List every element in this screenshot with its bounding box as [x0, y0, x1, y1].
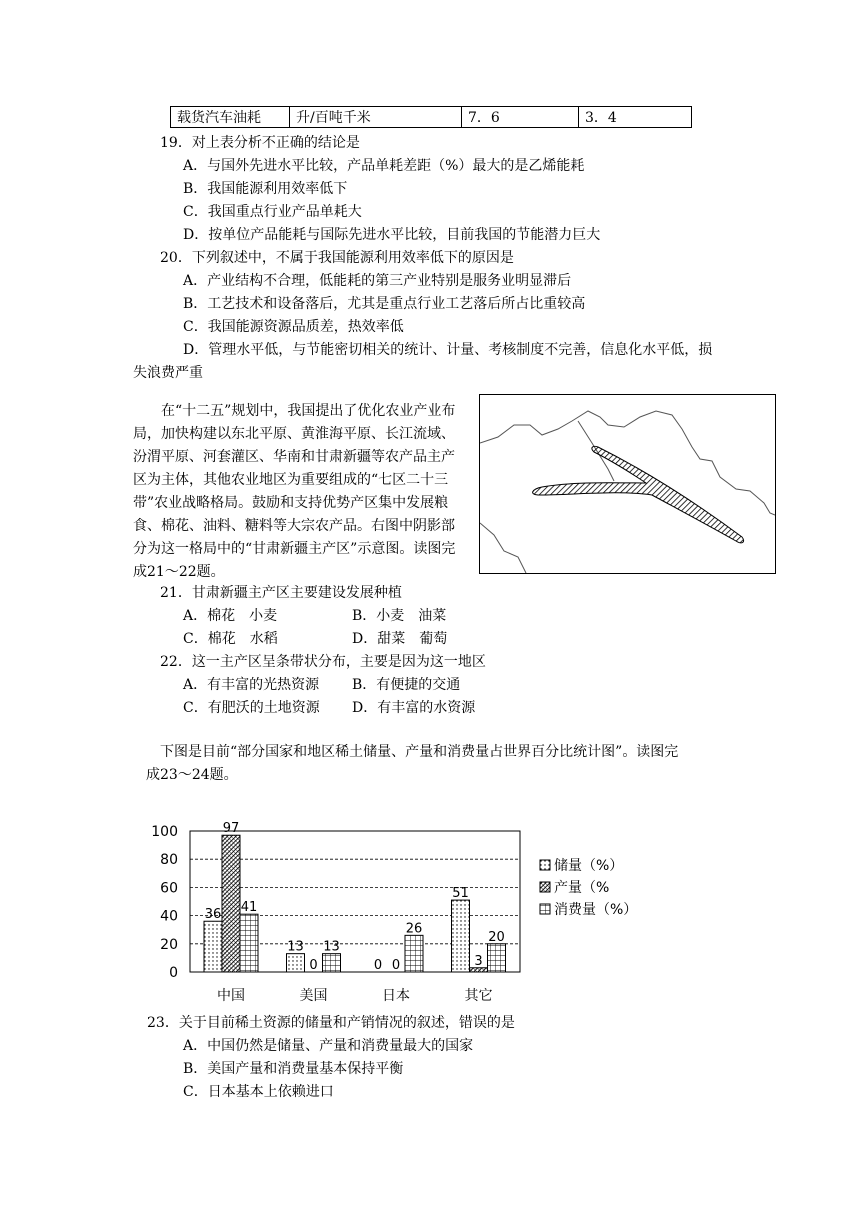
q19-stem: 19．对上表分析不正确的结论是 [160, 135, 360, 151]
q19-option-d: D．按单位产品能耗与国际先进水平比较，目前我国的节能潜力巨大 [183, 227, 601, 243]
chart-intro: 下图是目前“部分国家和地区稀土储量、产量和消费量占世界百分比统计图”。读图完 [160, 744, 679, 760]
data-label: 20 [488, 929, 505, 945]
q21-option-c: C．棉花 水稻 [183, 631, 278, 647]
chart-intro-continuation: 成23～24题。 [146, 767, 238, 783]
bar [222, 835, 240, 972]
q19-option-b: B．我国能源利用效率低下 [183, 181, 348, 197]
legend-label: 储量（%） [554, 858, 624, 874]
data-label: 41 [240, 900, 258, 916]
data-label: 13 [323, 939, 340, 955]
q19-option-c: C．我国重点行业产品单耗大 [183, 204, 362, 220]
data-label: 13 [287, 939, 304, 955]
bar [405, 935, 423, 972]
data-label: 36 [204, 907, 222, 923]
x-tick-label: 美国 [299, 988, 328, 1004]
q20-option-a: A．产业结构不合理，低能耗的第三产业特别是服务业明显滞后 [183, 273, 572, 289]
data-label: 0 [373, 958, 383, 973]
legend-label: 消费量（%） [554, 902, 638, 918]
data-label: 26 [405, 921, 423, 937]
y-tick-label: 0 [169, 965, 178, 981]
table-cell: 升/百吨千米 [290, 107, 462, 128]
passage: 在“十二五”规划中，我国提出了优化农业产业布局，加快构建以东北平原、黄淮海平原、长江流域、汾渭平原、河套灌区、华南和甘肃新疆等农产品主产区为主体，其他农业地区为重要组成的“七区二十三带”农业战略格局。鼓励和支持优势产区集中发展粮食、棉花、油料、糖料等大宗农产品。右图中阴影部分为这一格局中的“甘肃新疆主产区”示意图。读图完成21～22题。 [133, 403, 456, 580]
q22-option-b: B．有便捷的交通 [352, 677, 461, 693]
data-label: 0 [309, 958, 318, 973]
legend-label: 产量（% [554, 880, 610, 896]
data-label: 97 [222, 821, 240, 837]
legend-swatch [540, 882, 550, 892]
table-row [171, 107, 692, 128]
q20-option-d: D．管理水平低，与节能密切相关的统计、计量、考核制度不完善，信息化水平低，损 [183, 342, 713, 358]
bar [488, 944, 506, 972]
data-label: 3 [474, 953, 483, 969]
q20-option-d-continuation: 失浪费严重 [133, 365, 203, 381]
x-tick-label: 其它 [464, 988, 493, 1004]
legend-swatch [540, 860, 550, 870]
bar [240, 914, 258, 972]
x-tick-label: 日本 [382, 988, 410, 1004]
bar [204, 921, 222, 972]
y-tick-label: 100 [151, 824, 178, 840]
q23-stem: 23．关于目前稀土资源的储量和产销情况的叙述，错误的是 [147, 1015, 515, 1031]
q23-option-b: B．美国产量和消费量基本保持平衡 [183, 1061, 404, 1077]
q20-option-c: C．我国能源资源品质差，热效率低 [183, 319, 404, 335]
q22-option-a: A．有丰富的光热资源 [183, 677, 320, 693]
table-cell: 载货汽车油耗 [171, 107, 290, 128]
q20-stem: 20．下列叙述中，不属于我国能源利用效率低下的原因是 [160, 250, 514, 266]
q22-stem: 22．这一主产区呈条带状分布，主要是因为这一地区 [160, 654, 486, 670]
q21-option-a: A．棉花 小麦 [183, 608, 278, 624]
x-tick-label: 中国 [217, 988, 245, 1004]
data-label: 51 [452, 886, 469, 902]
q23-option-a: A．中国仍然是储量、产量和消费量最大的国家 [183, 1038, 474, 1054]
q21-option-b: B．小麦 油菜 [352, 608, 447, 624]
gansu-xinjiang-map [479, 394, 776, 574]
bar [452, 900, 470, 972]
table-cell: 7．6 [462, 107, 579, 128]
q21-stem: 21．甘肃新疆主产区主要建设发展种植 [160, 585, 402, 601]
q23-option-c: C．日本基本上依赖进口 [183, 1084, 334, 1100]
bar [287, 954, 305, 972]
q22-option-c: C．有肥沃的土地资源 [183, 700, 320, 716]
y-tick-label: 40 [160, 908, 178, 925]
data-label: 0 [391, 958, 401, 973]
border-line [480, 523, 526, 573]
legend-swatch [540, 904, 550, 914]
y-tick-label: 60 [160, 880, 178, 897]
rare-earth-chart [140, 800, 670, 1005]
energy-table [170, 106, 692, 128]
bar [323, 954, 341, 972]
q22-option-d: D．有丰富的水资源 [352, 700, 476, 716]
table-cell: 3．4 [579, 107, 692, 128]
q21-option-d: D．甜菜 葡萄 [352, 631, 448, 647]
q20-option-b: B．工艺技术和设备落后，尤其是重点行业工艺落后所占比重较高 [183, 296, 586, 312]
y-tick-label: 80 [160, 852, 178, 869]
q19-option-a: A．与国外先进水平比较，产品单耗差距（%）最大的是乙烯能耗 [183, 158, 585, 174]
y-tick-label: 20 [160, 936, 178, 953]
